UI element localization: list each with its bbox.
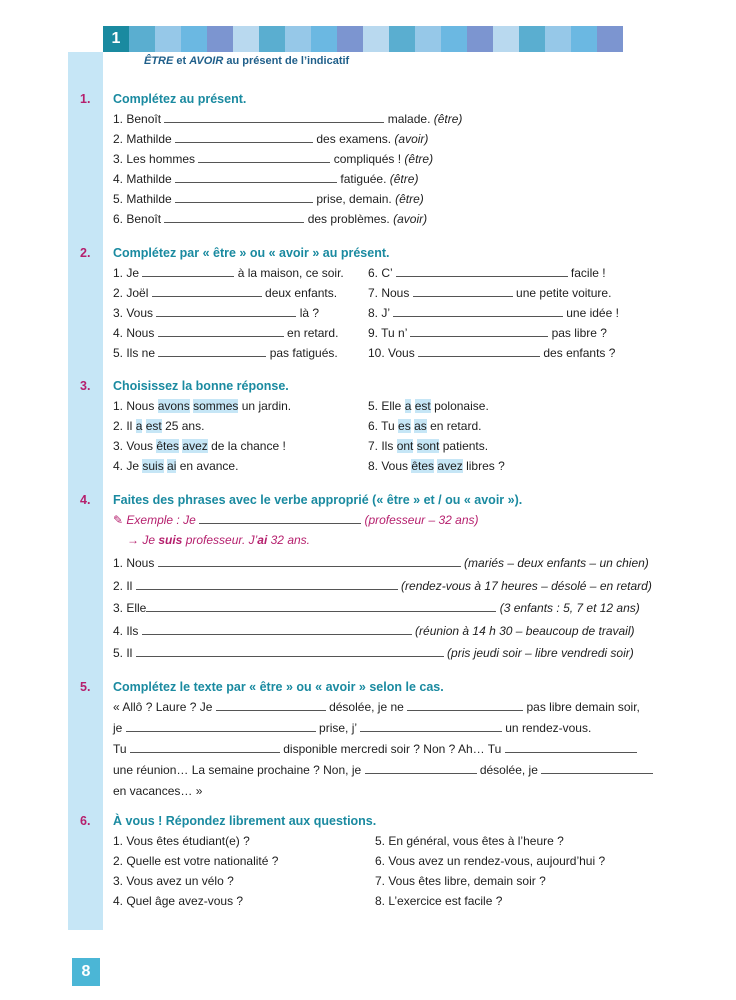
ex4-item-4: 4. Ils (réunion à 14 h 30 – beaucoup de travail)	[113, 624, 635, 638]
answer-blank[interactable]	[158, 326, 284, 337]
ex2-item-3: 3. Vous là ?	[113, 306, 320, 320]
header-color-block	[415, 26, 441, 52]
exercise-1-title: Complétez au présent.	[113, 92, 247, 106]
ex2-item-8: 8. J’ une idée !	[368, 306, 619, 320]
choice-option[interactable]: a	[404, 399, 412, 413]
exercise-4-number: 4.	[80, 493, 91, 507]
ex2-item-9: 9. Tu n’ pas libre ?	[368, 326, 607, 340]
choice-option[interactable]: est	[145, 419, 162, 433]
header-color-block	[519, 26, 545, 52]
header-color-block	[493, 26, 519, 52]
header-color-block	[155, 26, 181, 52]
ex6-question-7: 7. Vous êtes libre, demain soir ?	[375, 874, 546, 888]
header-color-block	[233, 26, 259, 52]
header-color-block	[285, 26, 311, 52]
exercise-5-number: 5.	[80, 680, 91, 694]
exercise-5-title: Complétez le texte par « être » ou « avoir » selon le cas.	[113, 680, 444, 694]
answer-blank[interactable]	[505, 742, 637, 753]
answer-blank[interactable]	[407, 700, 523, 711]
ex1-item-1: 1. Benoît malade. (être)	[113, 112, 463, 126]
choice-option[interactable]: êtes	[156, 439, 180, 453]
ex4-example-answer: → Je suis professeur. J’ai 32 ans.	[127, 533, 310, 547]
ex4-item-5: 5. Il (pris jeudi soir – libre vendredi soir)	[113, 646, 634, 660]
chapter-number: 1	[103, 26, 129, 52]
answer-blank[interactable]	[126, 721, 316, 732]
ex3-item-3: 3. Vous êtes avez de la chance !	[113, 439, 286, 453]
exercise-2-number: 2.	[80, 246, 91, 260]
page-subtitle: ÊTRE et AVOIR au présent de l’indicatif	[144, 55, 350, 67]
left-sidebar	[68, 52, 103, 930]
answer-blank[interactable]	[136, 646, 444, 657]
ex2-item-7: 7. Nous une petite voiture.	[368, 286, 612, 300]
pencil-icon: ✎	[113, 513, 124, 527]
header-color-block	[311, 26, 337, 52]
ex5-line-4: une réunion… La semaine prochaine ? Non, je désolée, je	[113, 763, 653, 778]
answer-blank[interactable]	[164, 112, 384, 123]
answer-blank[interactable]	[396, 266, 568, 277]
ex2-item-5: 5. Ils ne pas fatigués.	[113, 346, 338, 360]
choice-option[interactable]: as	[414, 419, 427, 433]
header-color-bar	[129, 26, 623, 52]
answer-blank[interactable]	[130, 742, 280, 753]
choice-option[interactable]: avez	[437, 459, 463, 473]
ex6-question-2: 2. Quelle est votre nationalité ?	[113, 854, 279, 868]
ex3-item-5: 5. Elle a est polonaise.	[368, 399, 489, 413]
ex4-item-3: 3. Elle (3 enfants : 5, 7 et 12 ans)	[113, 601, 640, 615]
choice-option[interactable]: es	[398, 419, 411, 433]
header-color-block	[597, 26, 623, 52]
header-color-block	[545, 26, 571, 52]
exercise-3-number: 3.	[80, 379, 91, 393]
ex6-question-8: 8. L’exercice est facile ?	[375, 894, 503, 908]
choice-option[interactable]: avons	[157, 399, 190, 413]
exercise-4-title: Faites des phrases avec le verbe approprié (« être » et / ou « avoir »).	[113, 493, 523, 507]
ex5-line-2: je prise, j’ un rendez-vous.	[113, 721, 592, 735]
ex1-item-5: 5. Mathilde prise, demain. (être)	[113, 192, 424, 206]
ex2-item-2: 2. Joël deux enfants.	[113, 286, 338, 300]
ex6-question-6: 6. Vous avez un rendez-vous, aujourd’hui ?	[375, 854, 606, 868]
choice-option[interactable]: êtes	[411, 459, 435, 473]
header-color-block	[207, 26, 233, 52]
header-color-block	[571, 26, 597, 52]
ex6-question-5: 5. En général, vous êtes à l’heure ?	[375, 834, 564, 848]
ex5-line-5: en vacances… »	[113, 784, 203, 798]
answer-blank[interactable]	[175, 172, 337, 183]
answer-blank[interactable]	[360, 721, 502, 732]
exercise-2-title: Complétez par « être » ou « avoir » au présent.	[113, 246, 390, 260]
ex3-item-1: 1. Nous avons sommes un jardin.	[113, 399, 292, 413]
answer-blank[interactable]	[158, 556, 461, 567]
ex3-item-4: 4. Je suis ai en avance.	[113, 459, 239, 473]
ex3-item-2: 2. Il a est 25 ans.	[113, 419, 205, 433]
answer-blank[interactable]	[164, 212, 304, 223]
ex6-question-1: 1. Vous êtes étudiant(e) ?	[113, 834, 250, 848]
header-color-block	[467, 26, 493, 52]
answer-blank[interactable]	[152, 286, 262, 297]
answer-blank[interactable]	[393, 306, 563, 317]
header-color-block	[441, 26, 467, 52]
ex3-item-6: 6. Tu es as en retard.	[368, 419, 482, 433]
header-color-block	[181, 26, 207, 52]
header-color-block	[337, 26, 363, 52]
answer-blank[interactable]	[410, 326, 548, 337]
ex6-question-3: 3. Vous avez un vélo ?	[113, 874, 234, 888]
ex1-item-4: 4. Mathilde fatiguée. (être)	[113, 172, 419, 186]
choice-option[interactable]: est	[414, 399, 431, 413]
choice-option[interactable]: sont	[416, 439, 440, 453]
ex2-item-10: 10. Vous des enfants ?	[368, 346, 616, 360]
header-color-block	[129, 26, 155, 52]
answer-blank[interactable]	[216, 700, 326, 711]
answer-blank[interactable]	[142, 624, 412, 635]
answer-blank[interactable]	[175, 192, 313, 203]
ex2-item-6: 6. C’ facile !	[368, 266, 606, 280]
ex6-question-4: 4. Quel âge avez-vous ?	[113, 894, 244, 908]
answer-blank[interactable]	[541, 763, 653, 774]
ex2-item-4: 4. Nous en retard.	[113, 326, 339, 340]
choice-option[interactable]: suis	[142, 459, 164, 473]
exercise-3-title: Choisissez la bonne réponse.	[113, 379, 289, 393]
answer-blank[interactable]	[156, 306, 296, 317]
answer-blank[interactable]	[158, 346, 266, 357]
ex4-example: ✎ Exemple : Je (professeur – 32 ans)	[113, 513, 479, 527]
answer-blank[interactable]	[136, 579, 398, 590]
choice-option[interactable]: avez	[182, 439, 208, 453]
header-color-block	[363, 26, 389, 52]
ex4-item-2: 2. Il (rendez-vous à 17 heures – désolé – en retard)	[113, 579, 652, 593]
choice-option[interactable]: ont	[396, 439, 414, 453]
example-blank	[199, 513, 361, 524]
answer-blank[interactable]	[418, 346, 540, 357]
choice-option[interactable]: sommes	[193, 399, 239, 413]
header-color-block	[389, 26, 415, 52]
answer-blank[interactable]	[413, 286, 513, 297]
ex5-line-3: Tu disponible mercredi soir ? Non ? Ah… Tu	[113, 742, 637, 757]
answer-blank[interactable]	[175, 132, 313, 143]
ex1-item-3: 3. Les hommes compliqués ! (être)	[113, 152, 434, 166]
ex1-item-6: 6. Benoît des problèmes. (avoir)	[113, 212, 428, 226]
ex3-item-7: 7. Ils ont sont patients.	[368, 439, 489, 453]
choice-option[interactable]: a	[135, 419, 143, 433]
header-color-block	[259, 26, 285, 52]
answer-blank[interactable]	[142, 266, 234, 277]
choice-option[interactable]: ai	[167, 459, 177, 473]
answer-blank[interactable]	[365, 763, 477, 774]
ex5-line-1: « Allô ? Laure ? Je désolée, je ne pas libre demain soir,	[113, 700, 640, 714]
page-number: 8	[72, 958, 100, 986]
exercise-6-title: À vous ! Répondez librement aux questions.	[113, 814, 377, 828]
answer-blank[interactable]	[198, 152, 330, 163]
ex1-item-2: 2. Mathilde des examens. (avoir)	[113, 132, 429, 146]
ex3-item-8: 8. Vous êtes avez libres ?	[368, 459, 505, 473]
exercise-1-number: 1.	[80, 92, 91, 106]
exercise-6-number: 6.	[80, 814, 91, 828]
ex2-item-1: 1. Je à la maison, ce soir.	[113, 266, 344, 280]
answer-blank[interactable]	[146, 601, 496, 612]
ex4-item-1: 1. Nous (mariés – deux enfants – un chien)	[113, 556, 649, 570]
